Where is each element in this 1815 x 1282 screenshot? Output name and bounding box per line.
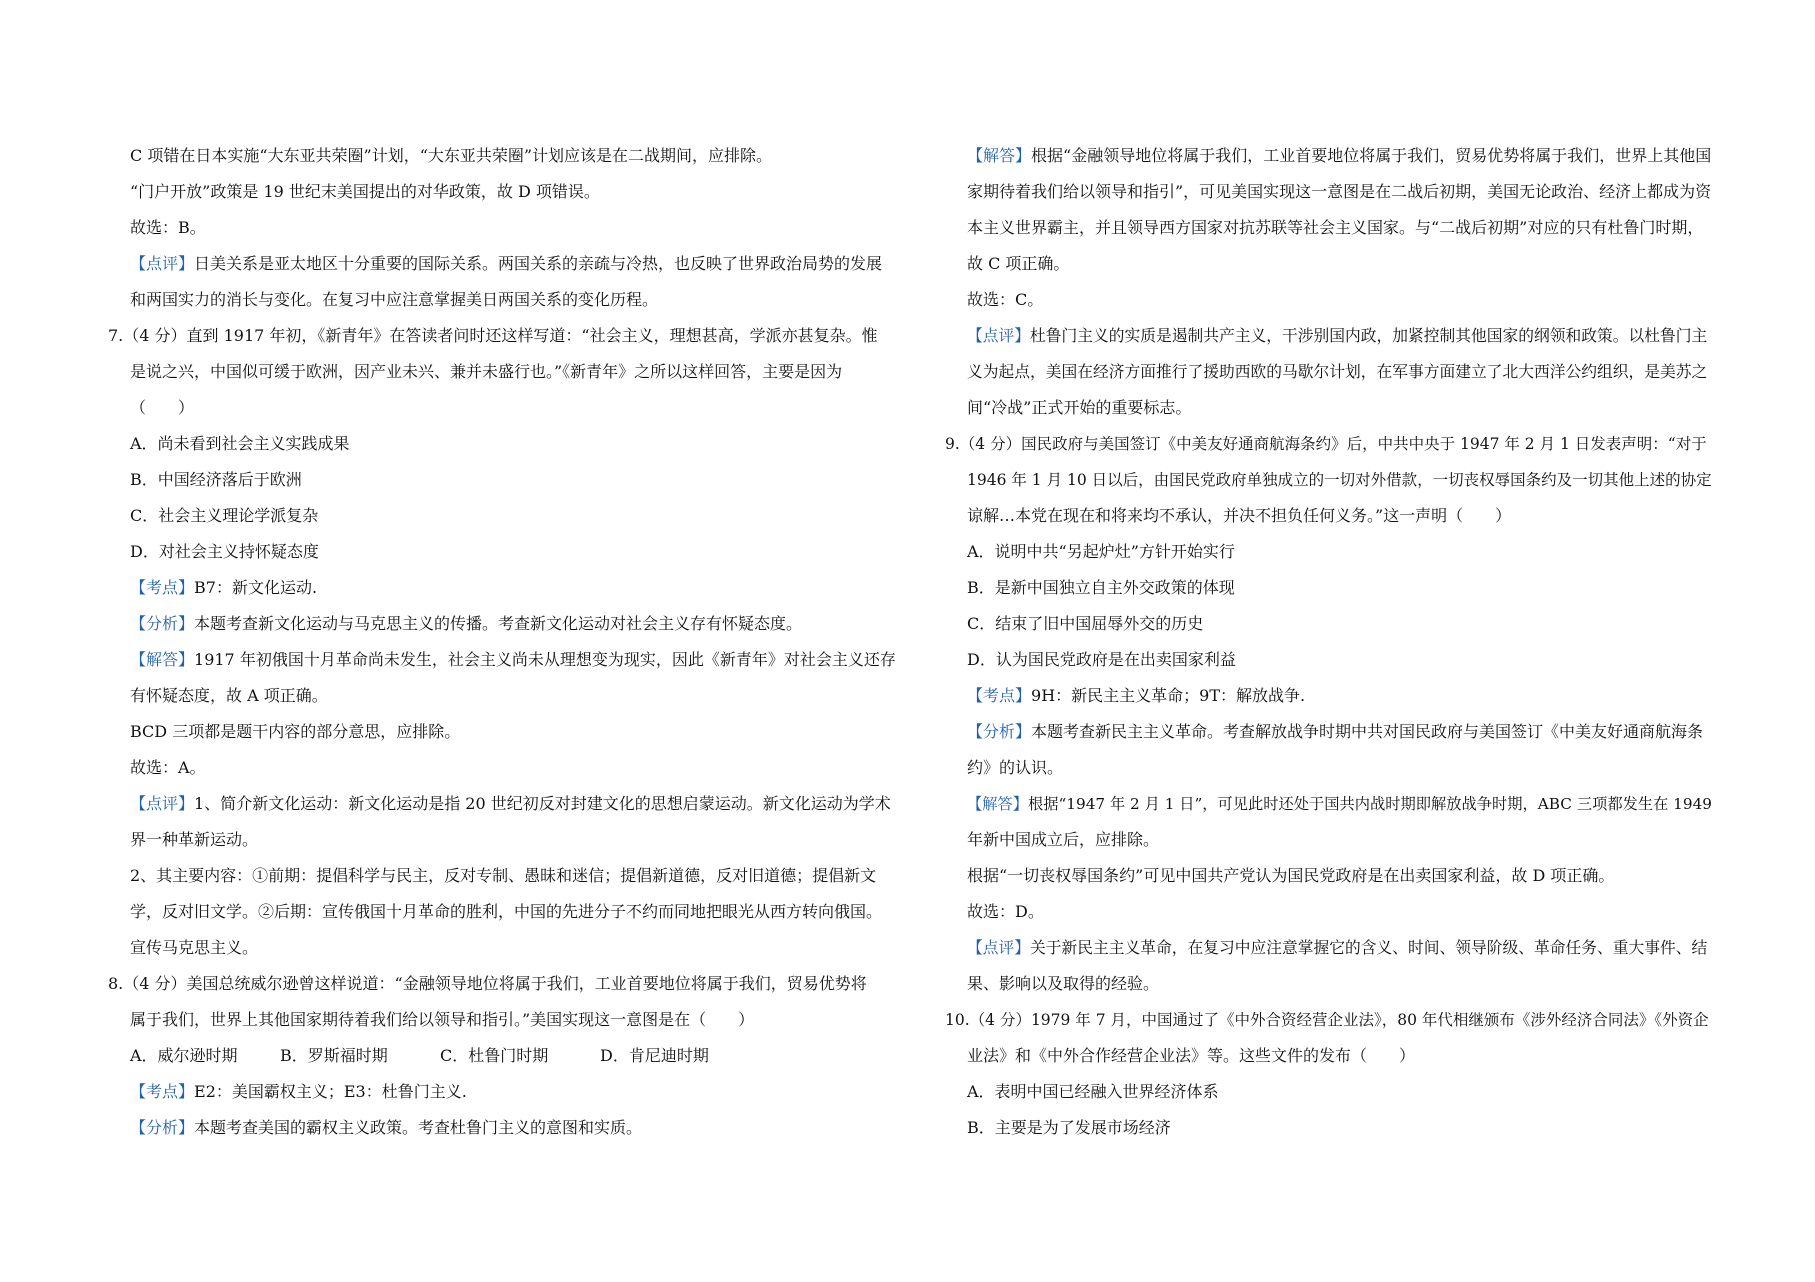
line-text: 业法》和《中外合作经营企业法》等。这些文件的发布（ ） [967,1046,1416,1065]
section-tag: 【考点】 [967,686,1032,705]
right-question-stem [945,1002,1715,1038]
left-text-line [108,498,898,534]
right-text-line [945,894,1715,930]
section-text: 9H：新民主主义革命；9T：解放战争. [1031,686,1306,705]
left-text-line [108,894,898,930]
section-tag: 【解答】 [967,795,1028,813]
line-text: 宣传马克思主义。 [130,938,259,957]
section-text: E2：美国霸权主义；E3：杜鲁门主义. [194,1082,467,1101]
line-text: （ ） [130,398,195,417]
line-text: 学，反对旧文学。②后期：宣传俄国十月革命的胜利，中国的先进分子不约而同地把眼光从西方转向俄国。 [130,902,883,921]
line-text: 故选：D。 [967,902,1044,921]
right-text-line [945,282,1715,318]
line-text: A．说明中共“另起炉灶”方针开始实行 [967,542,1235,561]
left-options-row [108,1038,898,1074]
section-tag: 【点评】 [967,326,1030,345]
right-text-line [945,498,1715,534]
line-text: C．结束了旧中国屈辱外交的历史 [967,614,1204,633]
right-text-line [945,822,1715,858]
left-text-line [108,534,898,570]
section-text: 关于新民主主义革命，在复习中应注意掌握它的含义、时间、领导阶级、革命任务、重大事件、结 [1030,938,1708,957]
line-text: B．主要是为了发展市场经济 [967,1118,1171,1137]
right-text-line [945,606,1715,642]
section-text: B7：新文化运动. [194,578,318,597]
line-text: 果、影响以及取得的经验。 [967,974,1160,993]
left-text-line [108,462,898,498]
left-analysis-line [108,1110,898,1146]
option-item: D．肯尼迪时期 [600,1046,709,1065]
option-item: B．罗斯福时期 [280,1046,388,1065]
right-column [945,138,1715,1146]
line-text: 2、其主要内容：①前期：提倡科学与民主，反对专制、愚昧和迷信；提倡新道德，反对旧道德；提倡新文 [130,866,877,885]
section-text: 日美关系是亚太地区十分重要的国际关系。两国关系的亲疏与冷热，也反映了世界政治局势的发展 [194,254,883,273]
line-text: 间“冷战”正式开始的重要标志。 [967,398,1192,417]
right-text-line [945,174,1715,210]
right-text-line [945,642,1715,678]
right-analysis-line [945,786,1715,822]
right-analysis-line [945,318,1715,354]
left-analysis-line [108,570,898,606]
section-tag: 【解答】 [967,146,1032,165]
line-text: 根据“一切丧权辱国条约”可见中国共产党认为国民党政府是在出卖国家利益，故 D 项正确。 [967,866,1615,885]
line-text: 属于我们，世界上其他国家期待着我们给以领导和指引。”美国实现这一意图是在（ ） [130,1010,755,1029]
section-text: 本题考查新文化运动与马克思主义的传播。考查新文化运动对社会主义存有怀疑态度。 [194,614,803,633]
right-text-line [945,534,1715,570]
right-text-line [945,1110,1715,1146]
section-tag: 【点评】 [130,254,195,273]
question-text: 10.（4 分）1979 年 7 月，中国通过了《中外合资经营企业法》，80 年代相继颁布《涉外经济合同法》《外资企 [945,1011,1709,1029]
option-item: A．威尔逊时期 [130,1046,238,1065]
right-text-line [945,1038,1715,1074]
left-analysis-line [108,246,898,282]
line-text: 界一种革新运动。 [130,830,259,849]
section-text: 1、简介新文化运动：新文化运动是指 20 世纪初反对封建文化的思想启蒙运动。新文化运动为学术 [194,794,891,813]
left-analysis-line [108,1074,898,1110]
right-text-line [945,570,1715,606]
right-analysis-line [945,138,1715,174]
right-text-line [945,1074,1715,1110]
line-text: 家期待着我们给以领导和指引”，可见美国实现这一意图是在二战后初期，美国无论政治、经济上都成为资 [967,182,1712,201]
option-item: C．杜鲁门时期 [440,1046,549,1065]
left-analysis-line [108,606,898,642]
right-text-line [945,390,1715,426]
section-tag: 【解答】 [130,650,195,669]
left-text-line [108,750,898,786]
line-text: 故选：C。 [967,290,1044,309]
line-text: 约》的认识。 [967,758,1064,777]
question-text: 8.（4 分）美国总统威尔逊曾这样说道：“金融领导地位将属于我们，工业首要地位将属于我们，贸易优势将 [108,974,867,993]
question-text: 9.（4 分）国民政府与美国签订《中美友好通商航海条约》后，中共中央于 1947 年 2 月 1 日发表声明：“对于 [945,435,1707,453]
section-text: 根据“1947 年 2 月 1 日”，可见此时还处于国共内战时期即解放战争时期，ABC 三项都发生在 1949 [1028,795,1712,813]
section-text: 本题考查新民主主义革命。考查解放战争时期中共对国民政府与美国签订《中美友好通商航海条 [1031,722,1704,741]
left-text-line [108,138,898,174]
left-text-line [108,822,898,858]
section-text: 根据“金融领导地位将属于我们，工业首要地位将属于我们，贸易优势将属于我们，世界上其他国 [1031,146,1712,165]
left-question-stem [108,318,898,354]
right-text-line [945,210,1715,246]
left-text-line [108,714,898,750]
left-text-line [108,174,898,210]
line-text: C．社会主义理论学派复杂 [130,506,319,525]
left-text-line [108,282,898,318]
line-text: A．尚未看到社会主义实践成果 [130,434,350,453]
left-text-line [108,354,898,390]
right-text-line [945,462,1715,498]
line-text: D．对社会主义持怀疑态度 [130,542,319,561]
section-text: 本题考查美国的霸权主义政策。考查杜鲁门主义的意图和实质。 [194,1118,643,1137]
line-text: 和两国实力的消长与变化。在复习中应注意掌握美日两国关系的变化历程。 [130,290,659,309]
line-text: B．中国经济落后于欧洲 [130,470,302,489]
left-text-line [108,930,898,966]
left-analysis-line [108,786,898,822]
line-text: B．是新中国独立自主外交政策的体现 [967,578,1235,597]
question-text: 7.（4 分）直到 1917 年初，《新青年》在答读者问时还这样写道：“社会主义，理想甚高，学派亦甚复杂。惟 [108,326,878,345]
section-text: 1917 年初俄国十月革命尚未发生，社会主义尚未从理想变为现实，因此《新青年》对社会主义还存 [194,650,896,669]
line-text: 谅解…本党在现在和将来均不承认，并决不担负任何义务。”这一声明（ ） [967,506,1512,525]
line-text: 年新中国成立后，应排除。 [967,830,1160,849]
section-tag: 【点评】 [130,794,195,813]
line-text: 本主义世界霸主，并且领导西方国家对抗苏联等社会主义国家。与“二战后初期”对应的只有杜鲁门时期， [967,218,1704,237]
right-text-line [945,750,1715,786]
left-text-line [108,1002,898,1038]
left-text-line [108,858,898,894]
right-text-line [945,966,1715,1002]
right-text-line [945,354,1715,390]
left-text-line [108,426,898,462]
line-text: “门户开放”政策是 19 世纪末美国提出的对华政策，故 D 项错误。 [130,182,600,201]
left-column [108,138,898,1146]
left-text-line [108,210,898,246]
line-text: 义为起点，美国在经济方面推行了援助西欧的马歇尔计划，在军事方面建立了北大西洋公约组织，是美苏之 [967,362,1708,381]
section-tag: 【点评】 [967,938,1030,957]
section-tag: 【分析】 [130,1118,195,1137]
section-tag: 【考点】 [130,1082,195,1101]
right-text-line [945,246,1715,282]
right-text-line [945,858,1715,894]
line-text: D．认为国民党政府是在出卖国家利益 [967,650,1236,669]
left-analysis-line [108,642,898,678]
line-text: 1946 年 1 月 10 日以后，由国民党政府单独成立的一切对外借款，一切丧权辱国条约及一切其他上述的协定 [967,471,1712,489]
line-text: 故选：A。 [130,758,206,777]
line-text: C 项错在日本实施“大东亚共荣圈”计划，“大东亚共荣圈”计划应该是在二战期间，应排除。 [130,146,773,165]
section-tag: 【考点】 [130,578,195,597]
line-text: 故 C 项正确。 [967,254,1070,273]
left-text-line [108,678,898,714]
section-tag: 【分析】 [130,614,195,633]
right-analysis-line [945,930,1715,966]
line-text: 故选：B。 [130,218,206,237]
right-analysis-line [945,678,1715,714]
section-text: 杜鲁门主义的实质是遏制共产主义，干涉别国内政，加紧控制其他国家的纲领和政策。以杜鲁门主 [1030,326,1708,345]
right-question-stem [945,426,1715,462]
left-question-stem [108,966,898,1002]
line-text: BCD 三项都是题干内容的部分意思，应排除。 [130,722,461,741]
section-tag: 【分析】 [967,722,1032,741]
line-text: 有怀疑态度，故 A 项正确。 [130,686,328,705]
right-analysis-line [945,714,1715,750]
line-text: 是说之兴，中国似可缓于欧洲，因产业未兴、兼并未盛行也。”《新青年》之所以这样回答，主要是因为 [130,362,843,381]
line-text: A．表明中国已经融入世界经济体系 [967,1082,1219,1101]
left-text-line [108,390,898,426]
